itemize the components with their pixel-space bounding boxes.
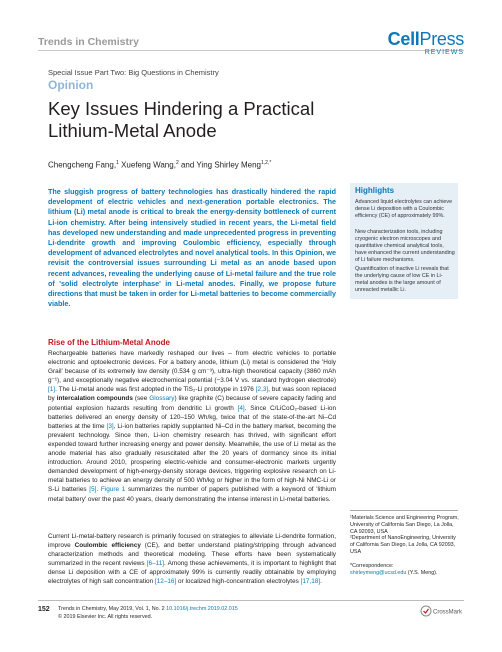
- svg-text:CrossMark: CrossMark: [433, 609, 462, 616]
- body-text-run: (CE), and better understand plating/stripping through advanced characterization methods and theoretical modeling. These efforts have been systematically summarized in the recent reviews: [48, 542, 336, 568]
- highlight-item: Quantification of inactive Li reveals that the underlying cause of low CE in Li-metal anodes is the large amount of unreacted metallic Li.: [355, 266, 449, 293]
- logo-press-text: Press: [419, 29, 464, 49]
- author-affiliation-mark: 1,2,*: [261, 160, 272, 166]
- body-text-run: .: [96, 486, 101, 494]
- article-title: [48, 98, 408, 142]
- correspondence-label: *Correspondence:: [350, 563, 394, 569]
- affiliation-2: ²Department of NanoEngineering, University of California San Diego, La Jolla, CA 92093, USA: [350, 535, 456, 555]
- body-paragraph-2: [48, 532, 336, 587]
- article-type: Opinion: [48, 78, 94, 92]
- reference-link[interactable]: Glossary: [149, 395, 175, 403]
- body-text-run: , but was soon replaced by: [48, 386, 337, 403]
- logo-reviews-text: REVIEWS: [424, 49, 464, 56]
- cellpress-logo: [388, 30, 464, 57]
- citation-text: Trends in Chemistry, May 2019, Vol. 1, No. 2: [58, 606, 167, 612]
- body-text-run: (see: [132, 395, 150, 403]
- correspondence-author: (Y.S. Meng).: [406, 569, 438, 576]
- author-affiliation-mark: 2: [175, 160, 179, 166]
- correspondence: [350, 563, 460, 577]
- reference-link[interactable]: [2,3]: [255, 386, 269, 394]
- reference-link[interactable]: Figure 1: [100, 486, 126, 494]
- section-heading: Rise of the Lithium-Metal Anode: [48, 338, 170, 347]
- body-text-run: .: [320, 578, 322, 586]
- journal-name: Trends in Chemistry: [38, 36, 139, 48]
- highlight-item: Advanced liquid electrolytes can achieve dense Li deposition with a Coulombic efficiency (CE) of approximately 99%.: [355, 199, 453, 219]
- highlights-title: Highlights: [355, 186, 395, 195]
- author-name: Xuefeng Wang,: [121, 160, 176, 170]
- body-text-run: , Li-ion batteries rapidly supplanted Ni–Cd in the battery market, becoming the prevalent technology. Since then, Li-ion chemistry research has thrived, with significant effort expended toward further increasing energy and power density. Meanwhile, the use of Li metal as the anode material has also gradually resuscitated after the 20 years of dormancy since its initial introduction. Around 2010, prospering electric-vehicle and consumer-electronic markets urgently demanded development of high-energy-density storage devices, triggering explosive research on Li-metal batteries to achieve an energy density of 500 Wh/kg or higher in the form of high-Ni NMC-Li or S-Li batteries: [48, 422, 336, 494]
- author-affiliation-mark: 1: [116, 160, 119, 166]
- title-line-2: Lithium-Metal Anode: [48, 120, 217, 141]
- logo-cell-text: Cell: [387, 29, 420, 49]
- special-issue-label: Special Issue Part Two: Big Questions in Chemistry: [48, 68, 219, 77]
- body-text-run: Rechargeable batteries have markedly reshaped our lives – from electric vehicles to portable electronic and optoelectronic devices. For a battery anode, lithium (Li) metal is considered the 'Holy Grail' because of its extremely low density (0.534 g cm⁻³), ultra-high theoretical capacity (3860 mAh g⁻¹), and exceptionally negative electrochemical potential (−3.04 V vs. standard hydrogen electrode): [48, 350, 336, 385]
- body-text-run: . Among these achievements, it is important to highlight that dense Li deposition with a CE of approximately 99% is currently readily obtainable by employing electrolytes of high salt concentration: [48, 560, 336, 586]
- copyright: © 2019 Elsevier Inc. All rights reserved.: [58, 614, 153, 620]
- body-text-run: or localized high-concentration electrolytes: [176, 578, 301, 586]
- glossary-term: Coulombic efficiency: [74, 542, 141, 550]
- affiliation-1: ¹Materials Science and Engineering Program, University of California San Diego, La Jolla, CA 92093, USA: [350, 515, 459, 535]
- author-name: and Ying Shirley Meng: [180, 160, 262, 170]
- footer-rule: [38, 600, 464, 601]
- author-name: Chengcheng Fang,: [48, 160, 117, 170]
- correspondence-email[interactable]: shirleymeng@ucsd.edu: [350, 569, 407, 576]
- crossmark-icon[interactable]: [420, 605, 462, 617]
- author-list: [48, 160, 271, 170]
- page-number: 152: [38, 606, 50, 613]
- body-paragraph-1: [48, 349, 336, 504]
- reference-link[interactable]: [5]: [89, 486, 97, 494]
- reference-link[interactable]: [3]: [106, 422, 114, 430]
- body-text-run: . The Li-metal anode was first adopted in the TiS₂-Li prototype in 1976: [55, 386, 256, 394]
- body-text-run: Current Li-metal-battery research is primarily focused on strategies to alleviate Li-dendrite formation, improve: [48, 533, 336, 550]
- body-text-run: ) like graphite (C) because of severe capacity fading and potential explosion hazards resulting from dendritic Li growth: [48, 395, 336, 412]
- doi-link[interactable]: 10.1016/j.trechm.2019.02.015: [166, 606, 238, 612]
- glossary-term: intercalation compounds: [56, 395, 133, 403]
- reference-link[interactable]: [6–11]: [146, 560, 165, 568]
- footer-citation: [58, 606, 238, 612]
- title-line-1: Key Issues Hindering a Practical: [48, 98, 315, 119]
- highlight-item: New characterization tools, including cryogenic electron microscopes and quantitative chemical analytical tools, have enhanced the current understanding of Li failure mechanisms.: [355, 229, 455, 263]
- reference-link[interactable]: [17,18]: [300, 578, 321, 586]
- reference-link[interactable]: [12–16]: [154, 578, 177, 586]
- body-text-run: summarizes the number of papers published with a keyword of 'lithium metal battery' over the past 40 years, clearly demonstrating the intense interest in Li-metal batteries.: [48, 486, 336, 503]
- abstract: The sluggish progress of battery technologies has drastically hindered the rapid development of electric vehicles and next-generation portable electronics. The lithium (Li) metal anode is critical to break the energy-density bottleneck of current Li-ion chemistry. After being intensively studied in recent years, the Li-metal field has developed new understanding and made unprecedented progress in preventing Li-dendrite growth and improving Coulombic efficiency, especially through development of advanced electrolytes and novel analytical tools. In this Opinion, we revisit the controversial issues surrounding Li metal as an anode based upon recent advances, revealing the underlying cause of Li-metal failure and the true role of 'solid electrolyte interphase' in Li-metal anodes. Finally, we propose future directions that must be taken in order for Li-metal batteries to become commercially viable.: [48, 187, 336, 309]
- reference-link[interactable]: [1]: [48, 386, 56, 394]
- footnote-rule: [350, 510, 458, 511]
- body-text-run: . Since C/LiCoO₂-based Li-ion batteries delivered an energy density of 120–150 Wh/kg, twice that of the state-of-the-art Ni–Cd batteries at the time: [48, 404, 336, 430]
- reference-link[interactable]: [4]: [237, 404, 245, 412]
